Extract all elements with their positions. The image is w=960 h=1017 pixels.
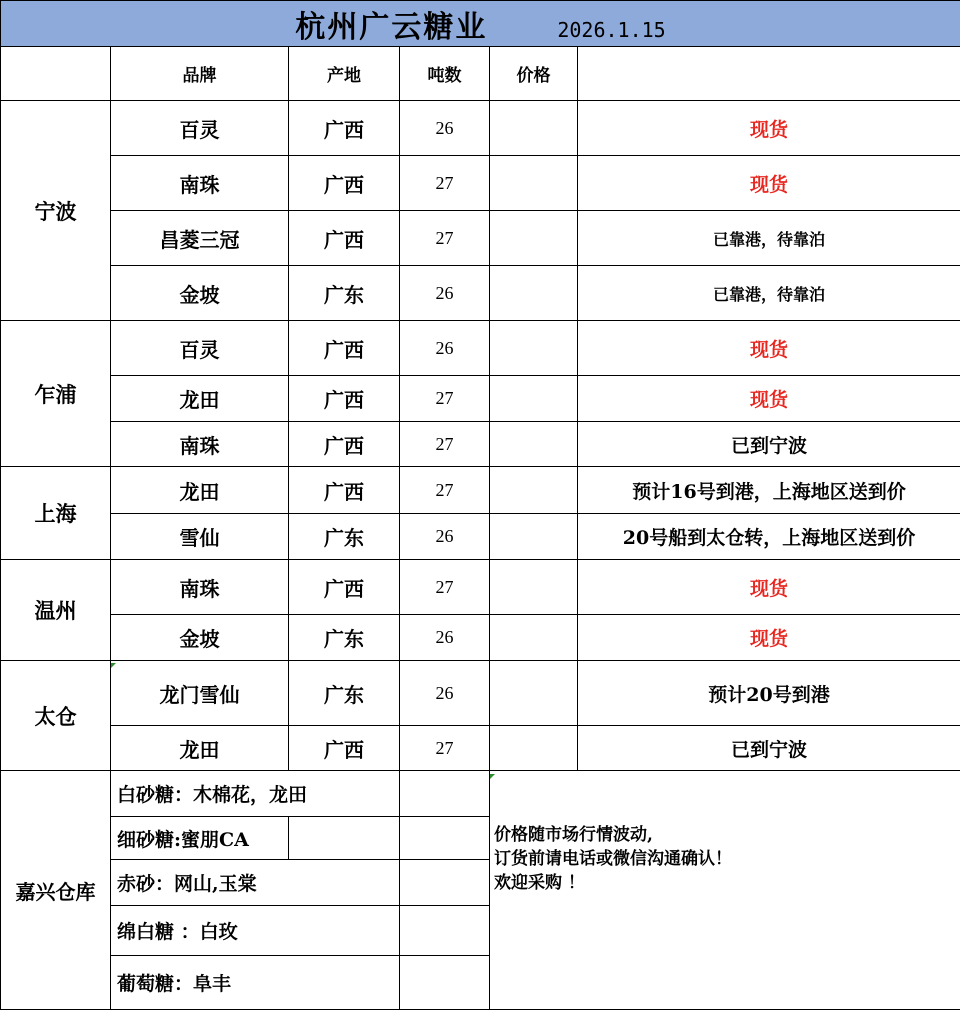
warehouse-item[interactable]: 绵白糖 ：白玫: [111, 906, 400, 956]
tons-cell[interactable]: 27: [400, 726, 490, 771]
origin-cell[interactable]: 广西: [289, 560, 400, 615]
origin-cell[interactable]: 广西: [289, 321, 400, 376]
table-row: [1, 266, 960, 321]
notice-line: 欢迎采购 ！: [494, 873, 585, 893]
tons-cell[interactable]: 27: [400, 422, 490, 467]
tons-cell[interactable]: 27: [400, 467, 490, 514]
origin-cell[interactable]: 广东: [289, 615, 400, 661]
table-row: [1, 467, 960, 514]
report-date: 2026.1.15: [557, 17, 666, 42]
origin-cell[interactable]: 广西: [289, 156, 400, 211]
header-blank-cell[interactable]: [1, 47, 111, 101]
table-row: [1, 422, 960, 467]
header-tons[interactable]: 吨数: [400, 47, 490, 101]
header-origin[interactable]: 产地: [289, 47, 400, 101]
status-cell[interactable]: 现货: [578, 101, 960, 156]
warehouse-name[interactable]: 嘉兴仓库: [1, 771, 111, 1010]
origin-cell[interactable]: 广西: [289, 101, 400, 156]
origin-cell[interactable]: 广西: [289, 211, 400, 266]
warehouse-item[interactable]: 白砂糖：木棉花，龙田: [111, 771, 400, 817]
brand-cell[interactable]: 金坡: [111, 266, 289, 321]
tons-cell[interactable]: 26: [400, 661, 490, 726]
tons-cell[interactable]: 27: [400, 560, 490, 615]
warehouse-item[interactable]: 赤砂：网山,玉棠: [111, 860, 400, 906]
tons-cell[interactable]: 26: [400, 321, 490, 376]
table-row: [1, 726, 960, 771]
table-row: [1, 615, 960, 661]
tons-cell[interactable]: 27: [400, 211, 490, 266]
table-row: [1, 156, 960, 211]
warehouse-blank-cell[interactable]: [400, 860, 490, 906]
status-cell[interactable]: 已靠港，待靠泊: [578, 211, 960, 266]
title-row: [1, 1, 960, 47]
origin-cell[interactable]: 广西: [289, 422, 400, 467]
status-cell[interactable]: 20号船到太仓转，上海地区送到价: [578, 514, 960, 560]
status-cell[interactable]: 现货: [578, 615, 960, 661]
status-cell[interactable]: 现货: [578, 376, 960, 422]
price-cell[interactable]: [490, 661, 578, 726]
status-cell[interactable]: 预计20号到港: [578, 661, 960, 726]
warehouse-blank-cell[interactable]: [289, 817, 400, 860]
origin-cell[interactable]: 广东: [289, 661, 400, 726]
origin-cell[interactable]: 广西: [289, 376, 400, 422]
warehouse-blank-cell[interactable]: [400, 817, 490, 860]
price-cell[interactable]: [490, 467, 578, 514]
table-row: [1, 376, 960, 422]
table-row: [1, 101, 960, 156]
brand-cell[interactable]: 百灵: [111, 321, 289, 376]
status-cell[interactable]: 预计16号到港，上海地区送到价: [578, 467, 960, 514]
price-cell[interactable]: [490, 422, 578, 467]
brand-cell[interactable]: 雪仙: [111, 514, 289, 560]
status-cell[interactable]: 现货: [578, 321, 960, 376]
notice-line: 订货前请电话或微信沟通确认！: [494, 849, 732, 869]
price-cell[interactable]: [490, 726, 578, 771]
location-wenzhou[interactable]: 温州: [1, 560, 111, 661]
origin-cell[interactable]: 广西: [289, 726, 400, 771]
price-cell[interactable]: [490, 321, 578, 376]
price-notice[interactable]: [490, 771, 960, 1010]
notice-line: 价格随市场行情波动,: [494, 825, 653, 845]
warehouse-row: [1, 771, 960, 817]
tons-cell[interactable]: 26: [400, 101, 490, 156]
comment-indicator-icon: [490, 774, 495, 779]
table-row: [1, 560, 960, 615]
warehouse-blank-cell[interactable]: [400, 906, 490, 956]
tons-cell[interactable]: 27: [400, 156, 490, 211]
header-brand[interactable]: 品牌: [111, 47, 289, 101]
comment-indicator-icon: [111, 663, 116, 668]
location-shanghai[interactable]: 上海: [1, 467, 111, 560]
price-cell[interactable]: [490, 560, 578, 615]
warehouse-item[interactable]: 葡萄糖：阜丰: [111, 956, 400, 1010]
company-title: 杭州广云糖业: [295, 9, 488, 45]
warehouse-item[interactable]: 细砂糖:蜜朋CA: [111, 817, 289, 860]
status-cell[interactable]: 已到宁波: [578, 422, 960, 467]
brand-cell[interactable]: 昌菱三冠: [111, 211, 289, 266]
price-cell[interactable]: [490, 156, 578, 211]
price-cell[interactable]: [490, 266, 578, 321]
brand-cell[interactable]: 金坡: [111, 615, 289, 661]
tons-cell[interactable]: 26: [400, 266, 490, 321]
table-row: [1, 514, 960, 560]
brand-cell[interactable]: 南珠: [111, 156, 289, 211]
origin-cell[interactable]: 广东: [289, 266, 400, 321]
table-row: [1, 211, 960, 266]
header-price[interactable]: 价格: [490, 47, 578, 101]
tons-cell[interactable]: 26: [400, 615, 490, 661]
location-taicang[interactable]: 太仓: [1, 661, 111, 771]
brand-cell[interactable]: 龙门雪仙: [111, 661, 289, 726]
status-cell[interactable]: 已靠港，待靠泊: [578, 266, 960, 321]
brand-cell[interactable]: 龙田: [111, 376, 289, 422]
column-header-row: [1, 47, 960, 101]
table-row: [1, 321, 960, 376]
brand-cell[interactable]: 南珠: [111, 422, 289, 467]
warehouse-blank-cell[interactable]: [400, 771, 490, 817]
status-cell[interactable]: 现货: [578, 560, 960, 615]
origin-cell[interactable]: 广西: [289, 467, 400, 514]
brand-cell[interactable]: 龙田: [111, 726, 289, 771]
header-status[interactable]: [578, 47, 960, 101]
origin-cell[interactable]: 广东: [289, 514, 400, 560]
price-cell[interactable]: [490, 615, 578, 661]
price-cell[interactable]: [490, 101, 578, 156]
price-cell[interactable]: [490, 514, 578, 560]
brand-cell[interactable]: 百灵: [111, 101, 289, 156]
brand-cell[interactable]: 龙田: [111, 467, 289, 514]
table-row: [1, 661, 960, 726]
brand-cell[interactable]: 南珠: [111, 560, 289, 615]
title-cell[interactable]: [1, 1, 960, 47]
location-ningbo[interactable]: 宁波: [1, 101, 111, 321]
price-cell[interactable]: [490, 376, 578, 422]
status-cell[interactable]: 已到宁波: [578, 726, 960, 771]
tons-cell[interactable]: 27: [400, 376, 490, 422]
warehouse-blank-cell[interactable]: [400, 956, 490, 1010]
status-cell[interactable]: 现货: [578, 156, 960, 211]
location-zhapu[interactable]: 乍浦: [1, 321, 111, 467]
price-cell[interactable]: [490, 211, 578, 266]
tons-cell[interactable]: 26: [400, 514, 490, 560]
